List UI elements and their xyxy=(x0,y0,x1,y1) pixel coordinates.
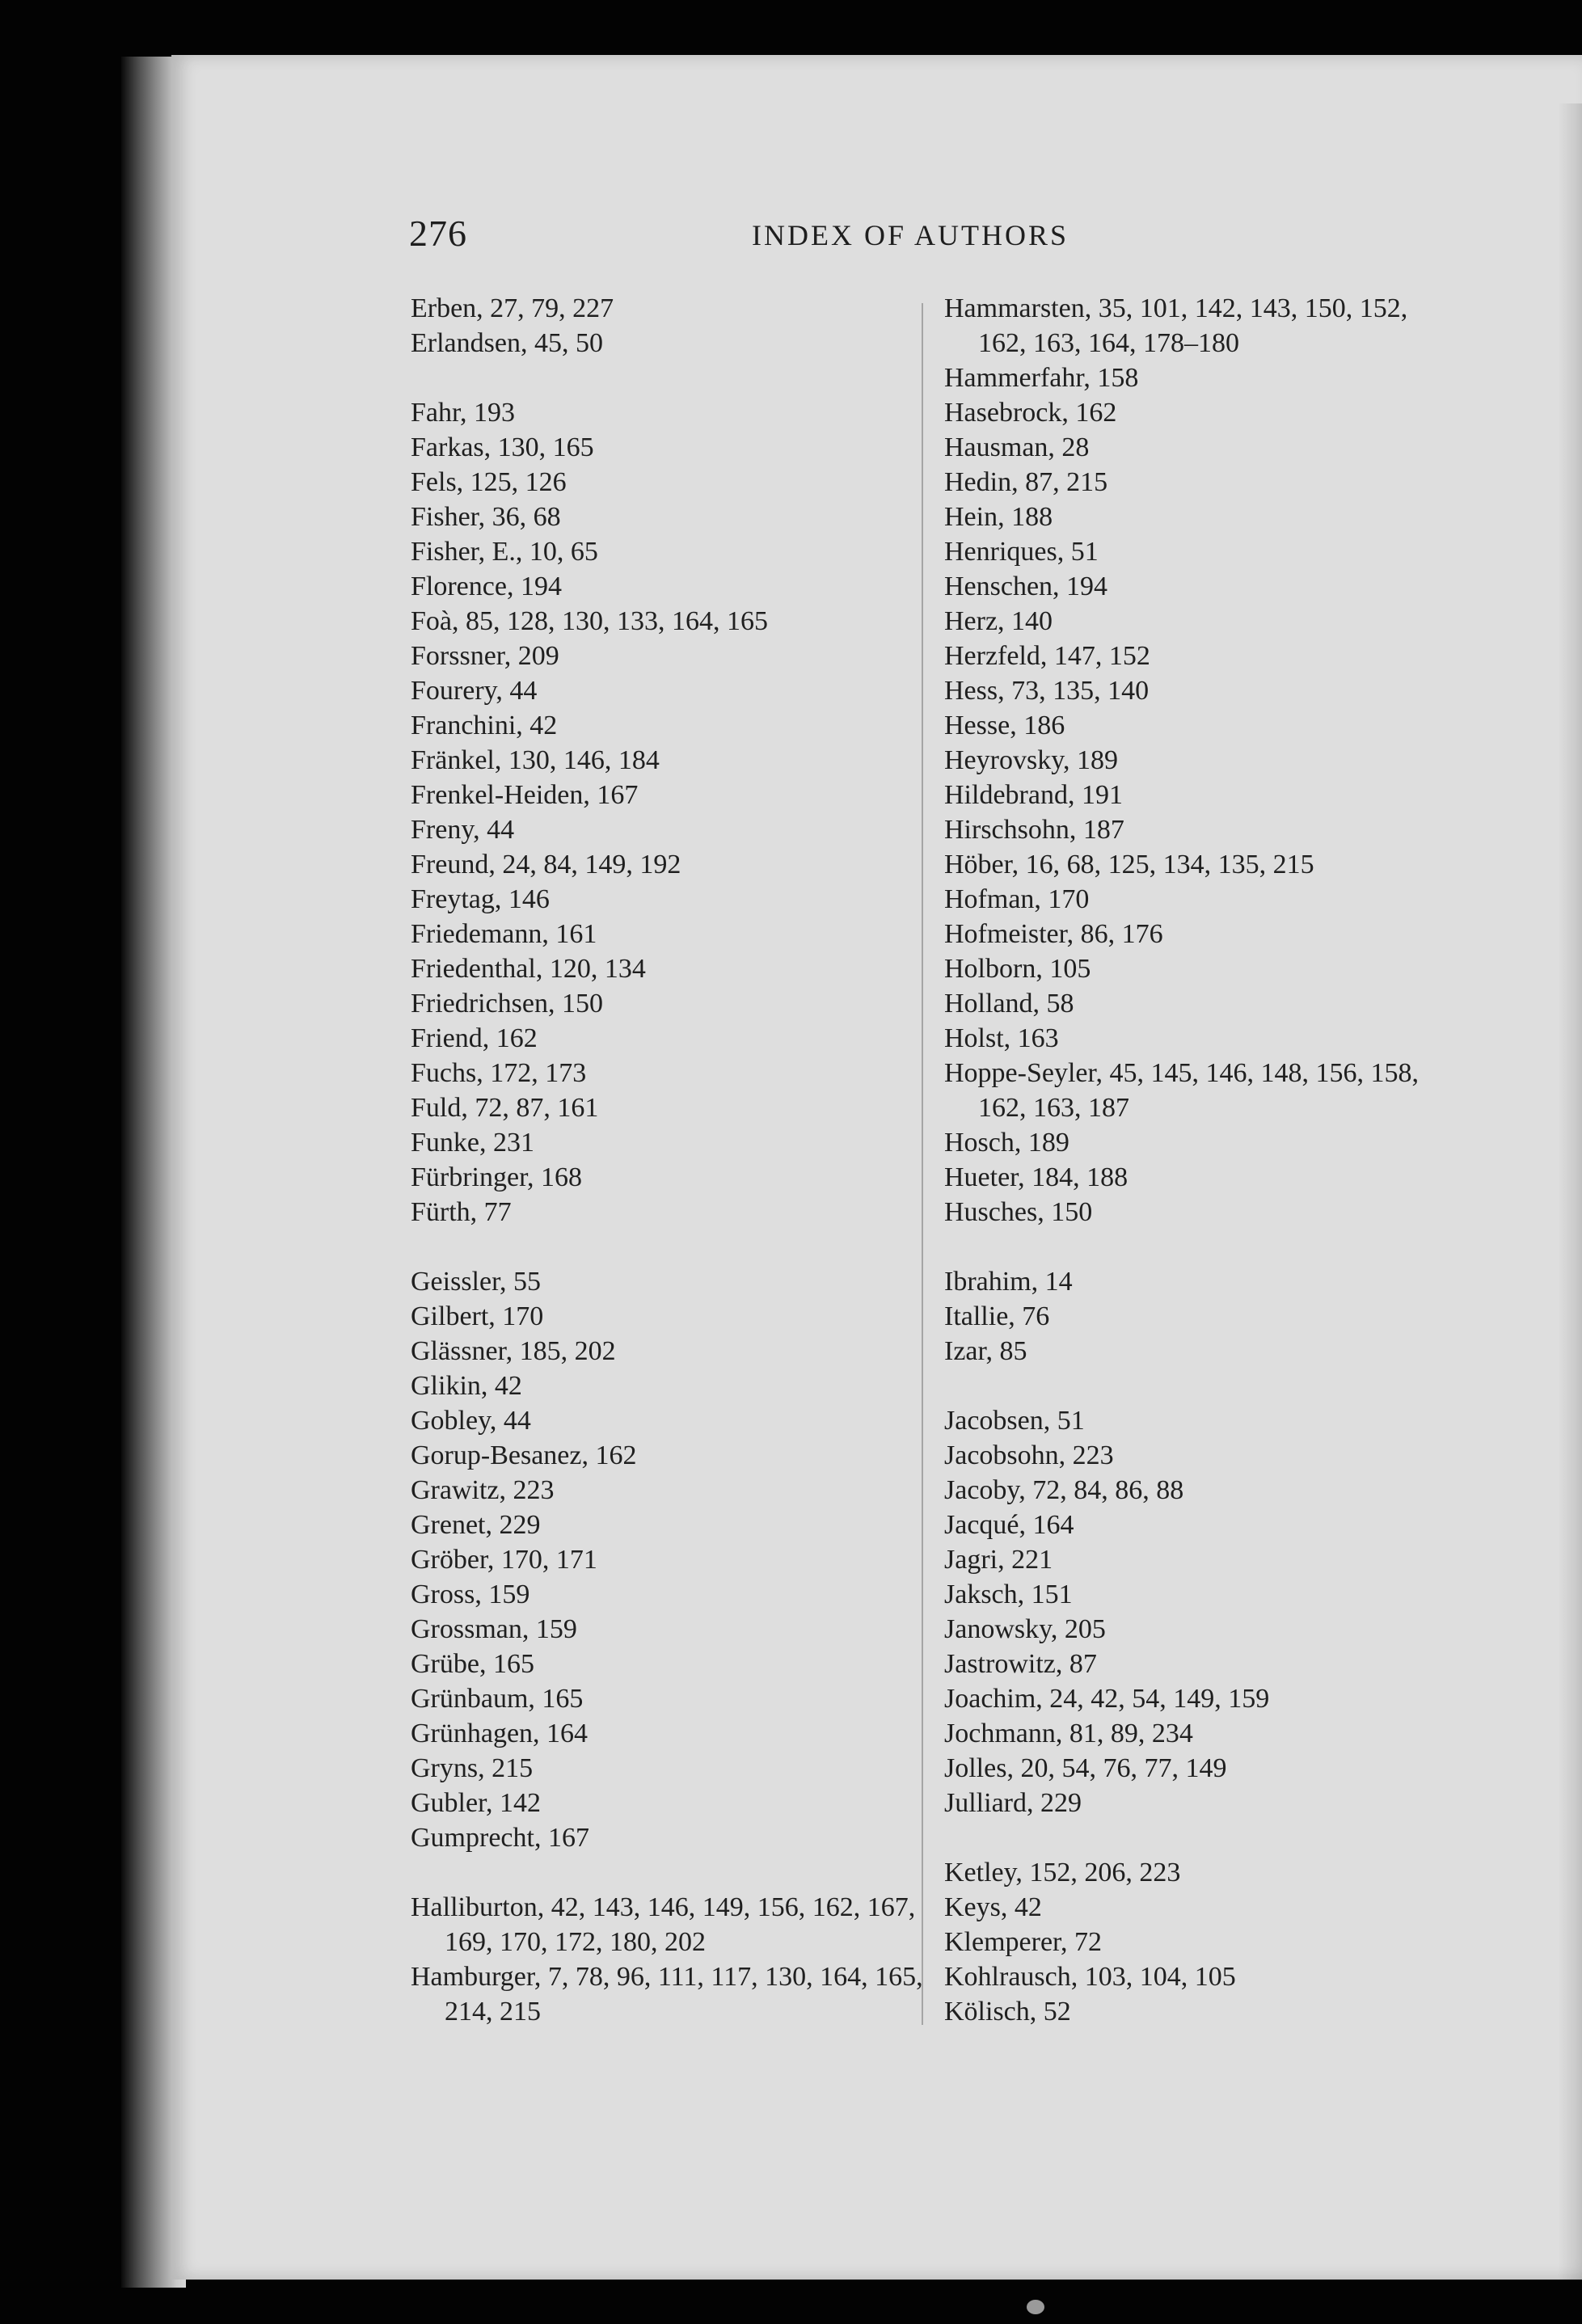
index-entry: Henschen, 194 xyxy=(944,572,1108,601)
index-entry: Fels, 125, 126 xyxy=(411,467,567,497)
index-entry: Florence, 194 xyxy=(411,572,562,601)
index-entry: Freny, 44 xyxy=(411,815,515,845)
index-entry: Jochmann, 81, 89, 234 xyxy=(944,1719,1193,1748)
index-entry: Foà, 85, 128, 130, 133, 164, 165 xyxy=(411,606,768,636)
index-entry: Hasebrock, 162 xyxy=(944,398,1117,428)
running-head-title: INDEX OF AUTHORS xyxy=(752,219,1069,251)
letter-group-spacer xyxy=(411,1229,928,1264)
index-entry: Hofman, 170 xyxy=(944,884,1090,914)
index-entry: Joachim, 24, 42, 54, 149, 159 xyxy=(944,1684,1270,1714)
index-entry: Gryns, 215 xyxy=(411,1753,534,1783)
index-entry: Grübe, 165 xyxy=(411,1649,534,1679)
index-entry: Fuld, 72, 87, 161 xyxy=(411,1093,599,1123)
index-entry: Jagri, 221 xyxy=(944,1545,1053,1575)
index-entry: Gilbert, 170 xyxy=(411,1301,544,1331)
index-entry: Höber, 16, 68, 125, 134, 135, 215 xyxy=(944,850,1314,879)
index-entry: Ibrahim, 14 xyxy=(944,1267,1073,1297)
index-entry: Erben, 27, 79, 227 xyxy=(411,293,614,323)
index-entry: Hausman, 28 xyxy=(944,432,1090,462)
index-entry: Hedin, 87, 215 xyxy=(944,467,1108,497)
index-entry: Husches, 150 xyxy=(944,1197,1093,1227)
letter-group-spacer xyxy=(944,1369,1462,1403)
page-edge-shadow xyxy=(1558,103,1582,2324)
index-entry: Gobley, 44 xyxy=(411,1406,531,1436)
index-entry: Glässner, 185, 202 xyxy=(411,1336,616,1366)
index-entry: Hofmeister, 86, 176 xyxy=(944,919,1163,949)
index-entry: Ketley, 152, 206, 223 xyxy=(944,1858,1181,1887)
index-entry: Holland, 58 xyxy=(944,989,1074,1019)
index-entry: Hein, 188 xyxy=(944,502,1053,532)
scan-dust-speck xyxy=(1027,2300,1044,2314)
index-entry: Jacqué, 164 xyxy=(944,1510,1074,1540)
index-entry: Fuchs, 172, 173 xyxy=(411,1058,587,1088)
index-entry: Henriques, 51 xyxy=(944,537,1099,567)
page-number: 276 xyxy=(409,213,467,254)
index-entry: Friedrichsen, 150 xyxy=(411,989,603,1019)
index-entry: Izar, 85 xyxy=(944,1336,1027,1366)
index-entry: Hoppe-Seyler, 45, 145, 146, 148, 156, 158, 162, 163, 187 xyxy=(944,1058,1419,1123)
index-entry: Frenkel-Heiden, 167 xyxy=(411,780,639,810)
column-divider xyxy=(922,303,923,2025)
index-entry: Gross, 159 xyxy=(411,1580,530,1609)
index-entry: Hamburger, 7, 78, 96, 111, 117, 130, 164, 165, 214, 215 xyxy=(411,1962,923,2027)
index-entry: Fourery, 44 xyxy=(411,676,538,706)
index-entry: Holst, 163 xyxy=(944,1023,1059,1053)
index-entry: Herzfeld, 147, 152 xyxy=(944,641,1150,671)
index-entry: Grenet, 229 xyxy=(411,1510,541,1540)
index-entry: Keys, 42 xyxy=(944,1892,1042,1922)
index-column-left xyxy=(411,291,928,2029)
index-entry: Grossman, 159 xyxy=(411,1614,577,1644)
index-entry: Hammarsten, 35, 101, 142, 143, 150, 152, 162, 163, 164, 178–180 xyxy=(944,293,1408,358)
index-entry: Hammerfahr, 158 xyxy=(944,363,1139,393)
index-entry: Jacoby, 72, 84, 86, 88 xyxy=(944,1475,1184,1505)
index-entry: Hildebrand, 191 xyxy=(944,780,1123,810)
index-entry: Hesse, 186 xyxy=(944,711,1065,740)
index-entry: Fisher, 36, 68 xyxy=(411,502,561,532)
index-entry: Hess, 73, 135, 140 xyxy=(944,676,1150,706)
index-entry: Holborn, 105 xyxy=(944,954,1091,984)
index-entry: Fränkel, 130, 146, 184 xyxy=(411,745,660,775)
index-entry: Friedenthal, 120, 134 xyxy=(411,954,646,984)
index-entry: Friend, 162 xyxy=(411,1023,538,1053)
index-entry: Fahr, 193 xyxy=(411,398,515,428)
letter-group-spacer xyxy=(411,361,928,395)
index-entry: Gröber, 170, 171 xyxy=(411,1545,597,1575)
index-entry: Hueter, 184, 188 xyxy=(944,1162,1128,1192)
index-entry: Julliard, 229 xyxy=(944,1788,1082,1818)
letter-group-spacer xyxy=(411,1855,928,1890)
index-entry: Halliburton, 42, 143, 146, 149, 156, 162, 167, 169, 170, 172, 180, 202 xyxy=(411,1892,916,1957)
index-entry: Gubler, 142 xyxy=(411,1788,542,1818)
index-entry: Fürbringer, 168 xyxy=(411,1162,583,1192)
index-entry: Jacobsen, 51 xyxy=(944,1406,1085,1436)
index-entry: Geissler, 55 xyxy=(411,1267,542,1297)
index-entry: Glikin, 42 xyxy=(411,1371,522,1401)
index-entry: Klemperer, 72 xyxy=(944,1927,1103,1957)
index-entry: Janowsky, 205 xyxy=(944,1614,1106,1644)
index-entry: Kölisch, 52 xyxy=(944,1997,1071,2027)
index-entry: Franchini, 42 xyxy=(411,711,558,740)
index-entry: Forssner, 209 xyxy=(411,641,559,671)
letter-group-spacer xyxy=(944,1229,1462,1264)
index-entry: Hirschsohn, 187 xyxy=(944,815,1124,845)
index-entry: Gumprecht, 167 xyxy=(411,1823,589,1853)
index-entry: Erlandsen, 45, 50 xyxy=(411,328,603,358)
index-entry: Freund, 24, 84, 149, 192 xyxy=(411,850,681,879)
letter-group-spacer xyxy=(944,1820,1462,1855)
index-entry: Itallie, 76 xyxy=(944,1301,1050,1331)
index-entry: Farkas, 130, 165 xyxy=(411,432,594,462)
index-entry: Grünbaum, 165 xyxy=(411,1684,584,1714)
index-entry: Herz, 140 xyxy=(944,606,1053,636)
index-entry: Kohlrausch, 103, 104, 105 xyxy=(944,1962,1236,1992)
index-entry: Jastrowitz, 87 xyxy=(944,1649,1097,1679)
index-entry: Friedemann, 161 xyxy=(411,919,597,949)
index-column-right xyxy=(944,291,1462,2029)
index-entry: Grünhagen, 164 xyxy=(411,1719,589,1748)
index-entry: Jaksch, 151 xyxy=(944,1580,1073,1609)
index-entry: Jolles, 20, 54, 76, 77, 149 xyxy=(944,1753,1227,1783)
index-entry: Freytag, 146 xyxy=(411,884,550,914)
index-entry: Hosch, 189 xyxy=(944,1128,1069,1158)
index-entry: Gorup-Besanez, 162 xyxy=(411,1440,637,1470)
index-entry: Funke, 231 xyxy=(411,1128,534,1158)
index-entry: Fisher, E., 10, 65 xyxy=(411,537,598,567)
index-entry: Jacobsohn, 223 xyxy=(944,1440,1114,1470)
index-entry: Grawitz, 223 xyxy=(411,1475,555,1505)
index-entry: Fürth, 77 xyxy=(411,1197,512,1227)
index-entry: Heyrovsky, 189 xyxy=(944,745,1118,775)
